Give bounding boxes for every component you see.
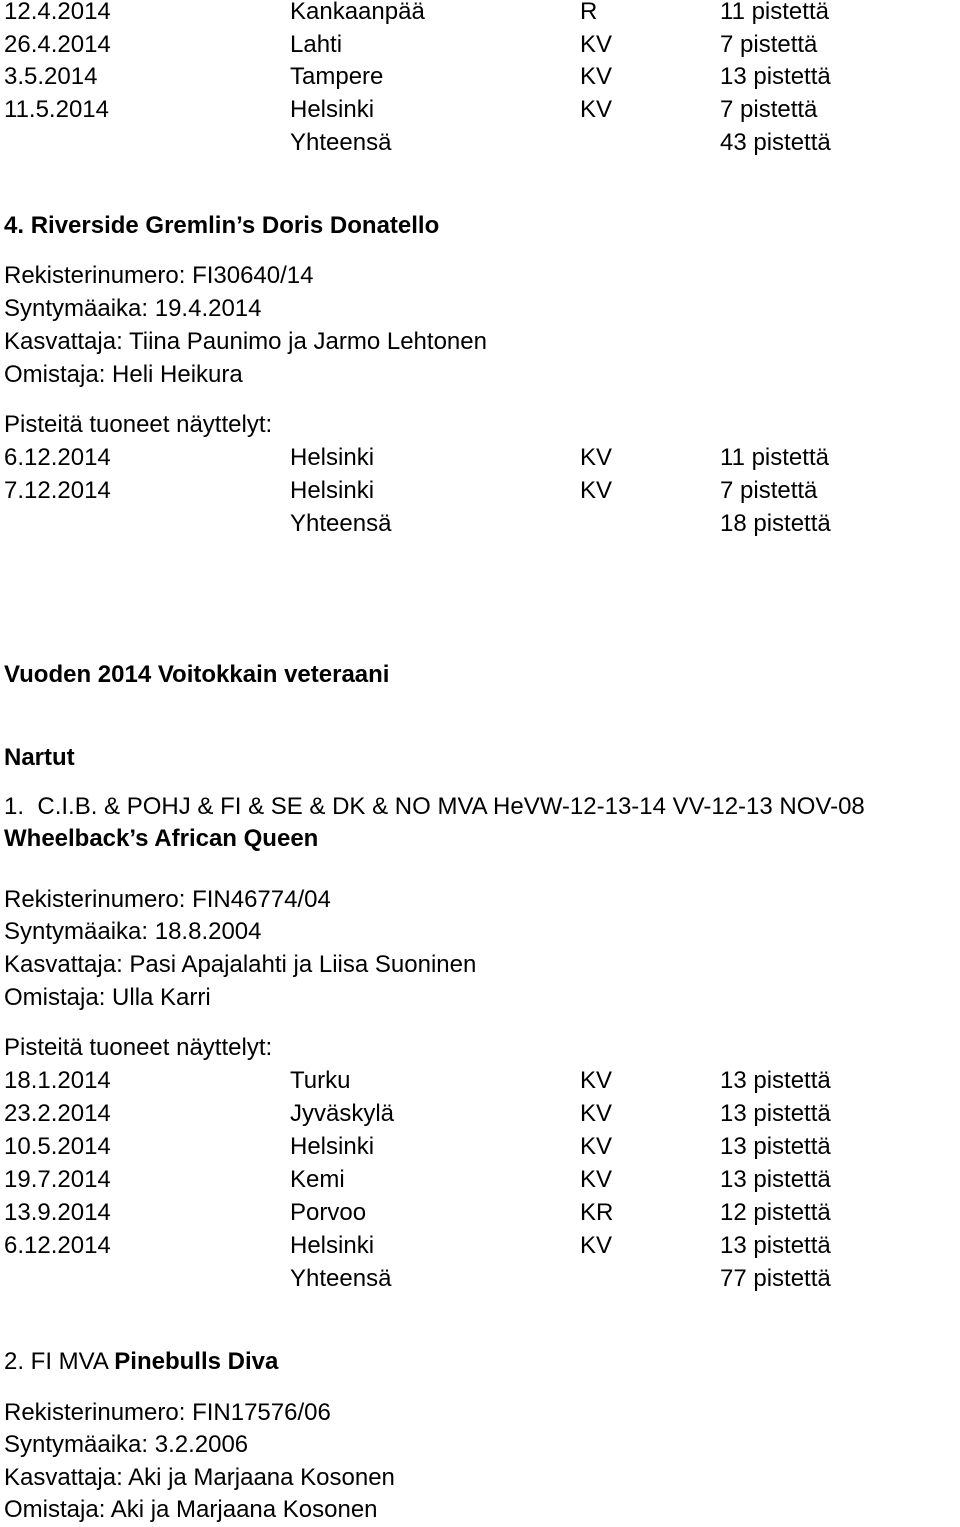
dog-number: 4. [4, 212, 25, 239]
show-award: KV [580, 1100, 613, 1127]
dog-heading [4, 209, 439, 242]
breeder: Kasvattaja: Pasi Apajalahti ja Liisa Suoninen [4, 951, 477, 978]
breeder: Kasvattaja: Tiina Paunimo ja Jarmo Lehtonen [4, 328, 487, 355]
birthdate: Syntymäaika: 18.8.2004 [4, 918, 262, 945]
owner: Omistaja: Ulla Karri [4, 984, 211, 1011]
show-award: KV [580, 96, 613, 123]
total-label: Yhteensä [290, 510, 392, 537]
show-award: KR [580, 1199, 614, 1226]
show-place: Porvoo [290, 1199, 367, 1226]
show-points: 13 pistettä [720, 63, 831, 90]
registration: Rekisterinumero: FIN46774/04 [4, 886, 331, 913]
total-points: 43 pistettä [720, 129, 831, 156]
show-points: 7 pistettä [720, 96, 818, 123]
show-date: 12.4.2014 [4, 0, 111, 25]
show-award: KV [580, 1232, 613, 1259]
show-place: Turku [290, 1067, 351, 1094]
show-award: KV [580, 444, 613, 471]
show-award: KV [580, 1166, 613, 1193]
dog-heading [4, 1345, 278, 1378]
show-date: 7.12.2014 [4, 477, 111, 504]
show-award: KV [580, 63, 613, 90]
show-points: 13 pistettä [720, 1166, 831, 1193]
show-place: Lahti [290, 31, 343, 58]
show-points: 13 pistettä [720, 1067, 831, 1094]
dog-name: Pinebulls Diva [114, 1348, 279, 1375]
show-award: KV [580, 1067, 613, 1094]
show-points: 13 pistettä [720, 1133, 831, 1160]
show-date: 3.5.2014 [4, 63, 98, 90]
show-award: R [580, 0, 598, 25]
show-date: 11.5.2014 [4, 96, 109, 123]
show-place: Tampere [290, 63, 384, 90]
total-label: Yhteensä [290, 129, 392, 156]
dog-prefix: 2. FI MVA [4, 1348, 108, 1375]
dog-name: Wheelback’s African Queen [4, 825, 319, 852]
owner: Omistaja: Aki ja Marjaana Kosonen [4, 1496, 378, 1523]
breeder: Kasvattaja: Aki ja Marjaana Kosonen [4, 1464, 395, 1491]
show-points: 13 pistettä [720, 1232, 831, 1259]
shows-label: Pisteitä tuoneet näyttelyt: [4, 411, 273, 438]
registration: Rekisterinumero: FI30640/14 [4, 262, 314, 289]
show-place: Helsinki [290, 1232, 375, 1259]
show-place: Helsinki [290, 444, 375, 471]
show-place: Kankaanpää [290, 0, 425, 25]
registration: Rekisterinumero: FIN17576/06 [4, 1399, 331, 1426]
show-points: 12 pistettä [720, 1199, 831, 1226]
birthdate: Syntymäaika: 19.4.2014 [4, 295, 262, 322]
show-date: 10.5.2014 [4, 1133, 111, 1160]
show-place: Jyväskylä [290, 1100, 395, 1127]
show-date: 6.12.2014 [4, 444, 111, 471]
section-title: Vuoden 2014 Voitokkain veteraani [4, 661, 390, 688]
show-points: 7 pistettä [720, 477, 818, 504]
show-place: Helsinki [290, 477, 375, 504]
show-points: 11 pistettä [720, 444, 829, 471]
section-subtitle: Nartut [4, 744, 75, 771]
total-points: 77 pistettä [720, 1265, 831, 1292]
show-place: Helsinki [290, 1133, 375, 1160]
owner: Omistaja: Heli Heikura [4, 361, 243, 388]
show-date: 26.4.2014 [4, 31, 111, 58]
shows-label: Pisteitä tuoneet näyttelyt: [4, 1034, 273, 1061]
show-points: 13 pistettä [720, 1100, 831, 1127]
show-place: Kemi [290, 1166, 345, 1193]
dog-name: Riverside Gremlin’s Doris Donatello [30, 212, 440, 239]
dog-titles-line [4, 790, 865, 823]
show-award: KV [580, 477, 613, 504]
show-award: KV [580, 1133, 613, 1160]
birthdate: Syntymäaika: 3.2.2006 [4, 1431, 249, 1458]
show-date: 23.2.2014 [4, 1100, 111, 1127]
show-points: 7 pistettä [720, 31, 818, 58]
dog-titles: C.I.B. & POHJ & FI & SE & DK & NO MVA HeVW-12-13-14 VV-12-13 NOV-08 [37, 793, 865, 820]
show-points: 11 pistettä [720, 0, 829, 25]
show-place: Helsinki [290, 96, 375, 123]
show-award: KV [580, 31, 613, 58]
total-label: Yhteensä [290, 1265, 392, 1292]
show-date: 13.9.2014 [4, 1199, 111, 1226]
total-points: 18 pistettä [720, 510, 831, 537]
show-date: 6.12.2014 [4, 1232, 111, 1259]
show-date: 18.1.2014 [4, 1067, 111, 1094]
dog-number: 1. [4, 793, 25, 820]
show-date: 19.7.2014 [4, 1166, 111, 1193]
